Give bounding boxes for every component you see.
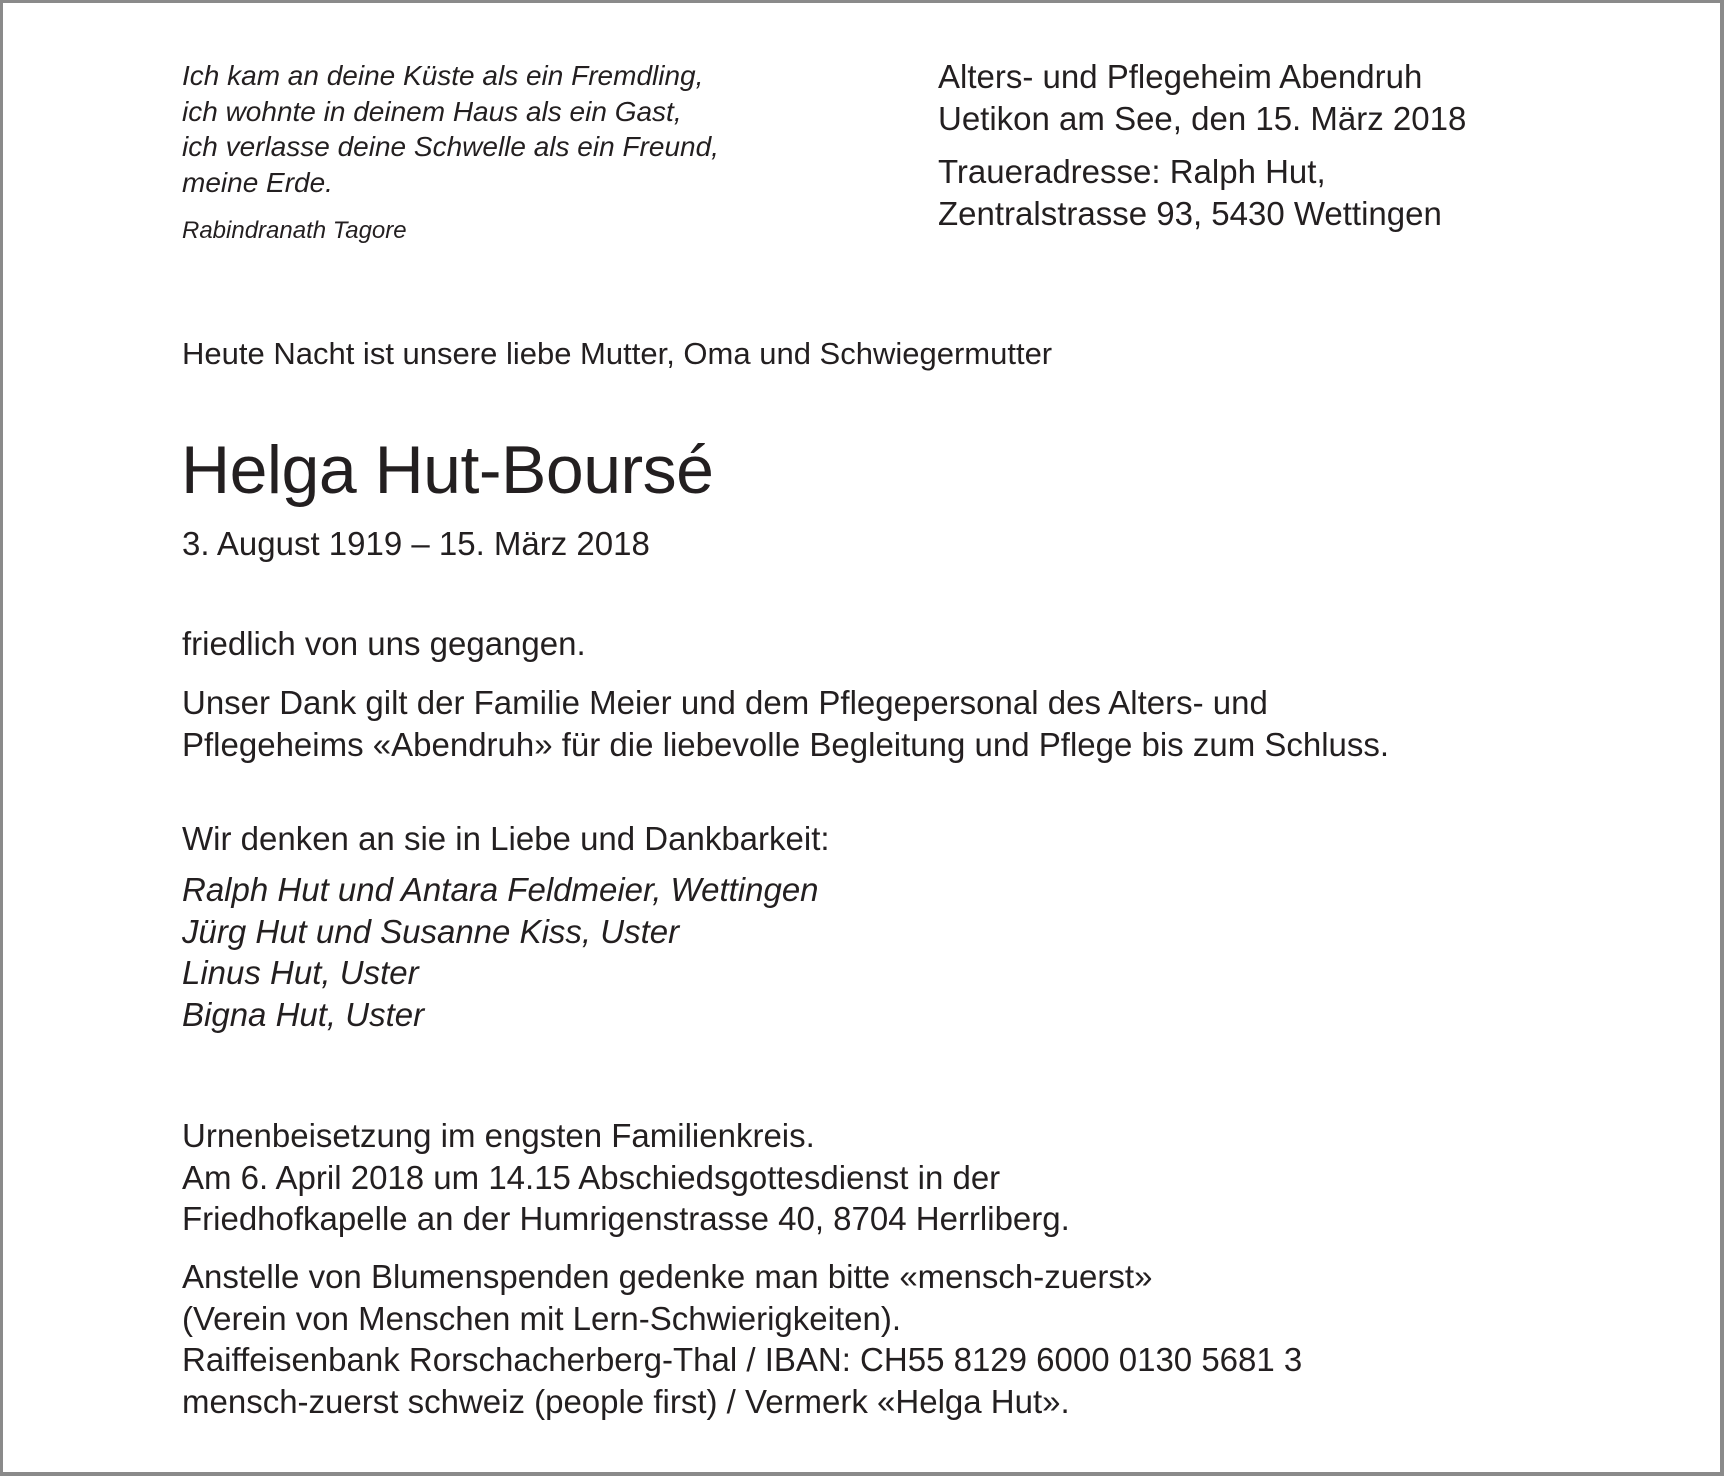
mourning-address-label: Traueradresse: Ralph Hut,	[938, 153, 1326, 190]
poem-line: ich wohnte in deinem Haus als ein Gast,	[182, 95, 682, 127]
life-dates: 3. August 1919 – 15. März 2018	[182, 525, 650, 562]
donations-info	[182, 1256, 1302, 1422]
donations-line: (Verein von Menschen mit Lern-Schwierigkeiten).	[182, 1299, 901, 1337]
announcement-intro: Heute Nacht ist unsere liebe Mutter, Oma und Schwiegermutter	[182, 336, 1053, 371]
thanks-paragraph	[182, 682, 1389, 766]
mourner-name: Bigna Hut, Uster	[182, 995, 425, 1033]
mourners-list	[182, 869, 819, 1035]
ceremony-line: Urnenbeisetzung im engsten Familienkreis.	[182, 1117, 815, 1154]
poem-line: Ich kam an deine Küste als ein Fremdling,	[182, 60, 704, 91]
donations-line: Anstelle von Blumenspenden gedenke man bitte «mensch-zuerst»	[182, 1258, 1153, 1295]
mourner-name: Jürg Hut und Susanne Kiss, Uster	[182, 912, 680, 950]
poem-line: ich verlasse deine Schwelle als ein Freund,	[182, 131, 719, 162]
donations-line: mensch-zuerst schweiz (people first) / Vermerk «Helga Hut».	[182, 1382, 1070, 1420]
header-place: Alters- und Pflegeheim Abendruh	[938, 58, 1423, 95]
donations-line: Raiffeisenbank Rorschacherberg-Thal / IBAN: CH55 8129 6000 0130 5681 3	[182, 1341, 1303, 1378]
thanks-line: Pflegeheims «Abendruh» für die liebevolle Begleitung und Pflege bis zum Schluss.	[182, 726, 1390, 763]
mourner-name: Ralph Hut und Antara Feldmeier, Wettingen	[182, 871, 819, 908]
mourning-address	[938, 151, 1442, 235]
header-place-date	[938, 56, 1466, 140]
thanks-line: Unser Dank gilt der Familie Meier und dem Pflegepersonal des Alters- und	[182, 684, 1268, 721]
poem-quote	[182, 58, 719, 200]
mourners-intro: Wir denken an sie in Liebe und Dankbarkeit:	[182, 820, 830, 857]
header-location-date: Uetikon am See, den 15. März 2018	[938, 100, 1467, 137]
ceremony-line: Am 6. April 2018 um 14.15 Abschiedsgottesdienst in der	[182, 1158, 1001, 1196]
ceremony-line: Friedhofkapelle an der Humrigenstrasse 40, 8704 Herrliberg.	[182, 1200, 1070, 1237]
mourning-address-street: Zentralstrasse 93, 5430 Wettingen	[938, 195, 1442, 232]
poem-line: meine Erde.	[182, 166, 333, 198]
deceased-name: Helga Hut-Boursé	[181, 432, 714, 508]
announcement-passed: friedlich von uns gegangen.	[182, 625, 586, 662]
ceremony-info	[182, 1115, 1070, 1240]
poem-author: Rabindranath Tagore	[182, 217, 407, 244]
mourner-name: Linus Hut, Uster	[182, 954, 419, 991]
